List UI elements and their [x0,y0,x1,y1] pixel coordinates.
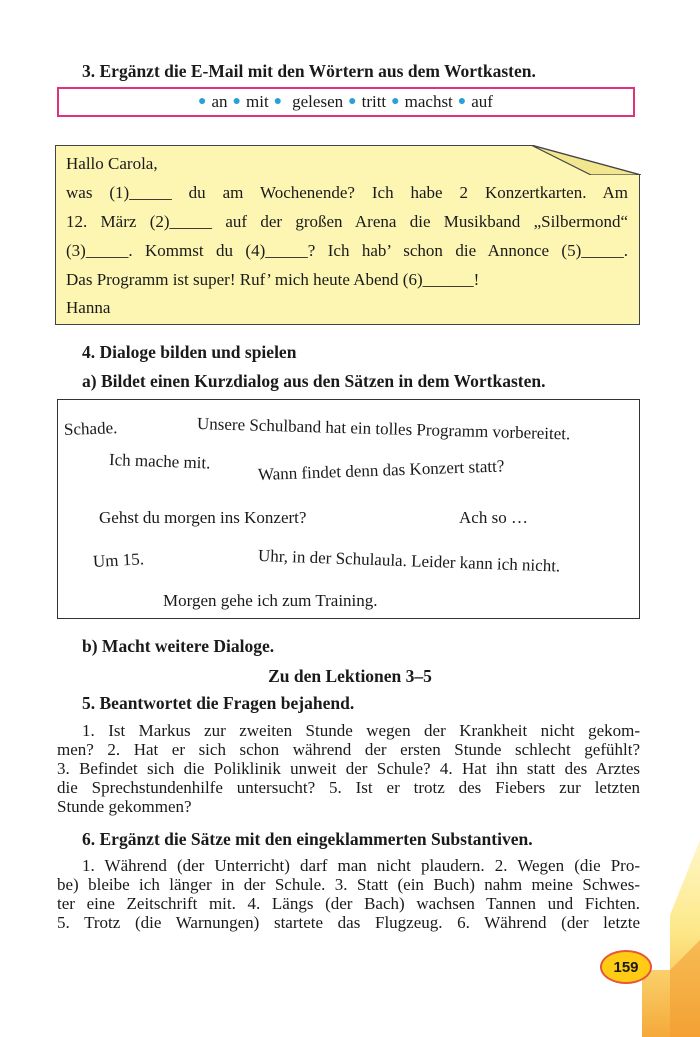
word-box [57,87,635,117]
exercise-6-line: 5. Trotz (die Warnungen) startete das Flugzeug. 6. Während (der letzte [57,913,640,932]
word-item: an [211,92,228,111]
page-edge-decoration [630,820,700,1037]
word-item: mit [246,92,269,111]
dialogue-phrase: Wann findet denn das Konzert statt? [257,456,505,484]
exercise-6-line: be) bleibe ich länger in der Schule. 3. Statt (ein Buch) nahm meine Schwes- [57,875,640,894]
bullet-icon: ● [391,94,400,109]
exercise-6-heading: 6. Ergänzt die Sätze mit den eingeklammerten Substantiven. [82,829,533,849]
dialogue-phrase: Schade. [63,418,118,439]
dialogue-phrase: Gehst du morgen ins Konzert? [99,508,307,527]
page-number: 159 [600,950,652,984]
exercise-6-line: ter eine Zeitschrift mit. 4. Längs (der Bach) wachsen Tannen und Fichten. [57,894,640,913]
dialogue-phrase: Ich mache mit. [108,450,211,473]
exercise-5-heading: 5. Beantwortet die Fragen bejahend. [82,693,355,713]
dialogue-phrase: Morgen gehe ich zum Training. [163,591,378,610]
word-item: tritt [361,92,387,111]
exercise-4-heading: 4. Dialoge bilden und spielen [82,342,297,362]
exercise-5-line: men? 2. Hat er sich schon während der ersten Stunde schlecht gefühlt? [57,740,640,759]
bullet-icon: ● [348,94,357,109]
exercise-5-line: die Sprechstundenhilfe untersucht? 5. Ist er trotz des Fiebers zur letzten [57,778,640,797]
email-note [55,145,640,325]
bullet-icon: ● [198,94,207,109]
bullet-icon: ● [457,94,467,109]
email-line: (3)_____. Kommst du (4)_____? Ich hab’ schon die Annonce (5)_____. [66,241,628,260]
exercise-6-line: 1. Während (der Unterricht) darf man nicht plaudern. 2. Wegen (die Pro- [82,856,640,875]
word-item: machst [404,92,453,111]
exercise-4a-heading: a) Bildet einen Kurzdialog aus den Sätzen in dem Wortkasten. [82,371,546,391]
section-title: Zu den Lektionen 3–5 [268,666,432,686]
exercise-5-line: Stunde gekommen? [57,797,192,816]
word-item: gelesen [292,92,344,111]
email-line: Das Programm ist super! Ruf’ mich heute Abend (6)______! [66,270,480,289]
email-signature: Hanna [66,298,111,317]
email-line: 12. März (2)_____ auf der großen Arena die Musikband „Silbermond“ [66,212,628,231]
dialogue-phrase: Um 15. [92,549,145,571]
bullet-icon: ● [232,94,241,109]
bullet-icon: ● [273,94,283,109]
email-line: Hallo Carola, [66,154,158,173]
exercise-4b-heading: b) Macht weitere Dialoge. [82,636,275,656]
dialogue-phrase: Uhr, in der Schulaula. Leider kann ich nicht. [257,546,561,576]
exercise-3-heading: 3. Ergänzt die E-Mail mit den Wörtern aus dem Wortkasten. [82,61,536,81]
email-line: was (1)_____ du am Wochenende? Ich habe 2 Konzertkarten. Am [66,183,628,202]
exercise-5-line: 1. Ist Markus zur zweiten Stunde wegen der Krankheit nicht gekom- [82,721,640,740]
dialogue-phrase-box [57,399,640,619]
exercise-5-line: 3. Befindet sich die Poliklinik unweit der Schule? 4. Hat ihn statt des Arztes [57,759,640,778]
word-item: auf [471,92,493,111]
dialogue-phrase: Unsere Schulband hat ein tolles Programm vorbereitet. [196,414,571,444]
dialogue-phrase: Ach so … [459,508,528,527]
